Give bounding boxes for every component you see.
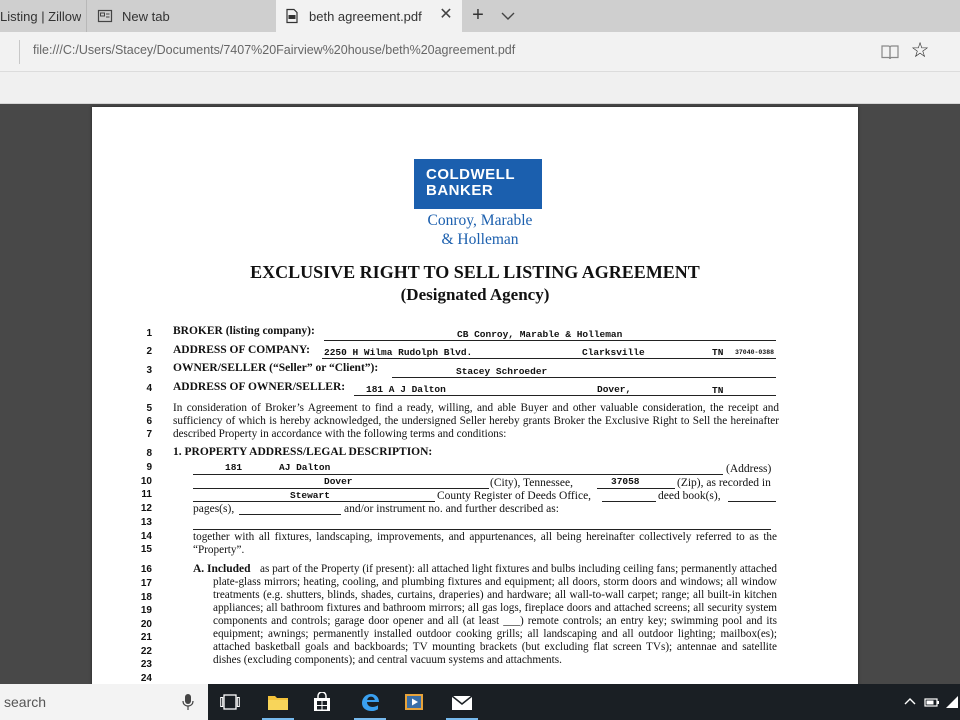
city-line (193, 488, 489, 489)
line-number: 18 (140, 592, 152, 603)
line-number: 20 (140, 619, 152, 630)
mail-icon[interactable] (442, 684, 482, 720)
reading-view-icon[interactable] (880, 43, 900, 61)
company-state: TN (712, 347, 724, 358)
edge-browser-icon[interactable] (350, 684, 390, 720)
property-zip: 37058 (611, 476, 640, 487)
wifi-icon[interactable] (944, 694, 960, 710)
new-tab-button[interactable]: + (472, 4, 484, 26)
tab-pdf-active[interactable] (276, 0, 462, 32)
line-number: 22 (140, 646, 152, 657)
task-view-icon[interactable] (210, 684, 250, 720)
owner-value: Stacey Schroeder (456, 366, 548, 377)
zip-label: (Zip), as recorded in (677, 477, 771, 489)
search-input[interactable]: search (4, 694, 47, 710)
owner-address-value: 181 A J Dalton (366, 384, 446, 395)
new-tab-icon (97, 8, 113, 24)
windows-taskbar (0, 684, 960, 720)
instrument-label: and/or instrument no. and further described as: (344, 503, 559, 515)
property-street: AJ Dalton (279, 462, 331, 473)
tab-label: New tab (122, 8, 170, 24)
battery-icon[interactable] (924, 694, 940, 710)
consideration-paragraph: In consideration of Broker’s Agreement to find a ready, willing, and able Buyer and other valuable consideration, the receipt and sufficiency of which is hereby acknowledged, the undersigned Seller hereby grants Broker the Exclusive Right to Sell the hereinafter described Property in accordance with the following terms and conditions: (173, 402, 779, 440)
line-number: 9 (146, 462, 152, 473)
owner-state: TN (712, 385, 724, 396)
property-number: 181 (225, 462, 243, 473)
owner-city: Dover, (597, 384, 632, 395)
url-field[interactable]: file:///C:/Users/Stacey/Documents/7407%20Fairview%20house/beth%20agreement.pdf (33, 43, 516, 57)
pdf-viewer[interactable] (0, 104, 960, 684)
file-explorer-icon[interactable] (258, 684, 298, 720)
county-line (193, 501, 435, 502)
pages-line (239, 514, 341, 515)
line-number: 14 (140, 531, 152, 542)
line-number: 4 (146, 383, 152, 394)
owner-address-label: ADDRESS OF OWNER/SELLER: (173, 381, 346, 393)
favorite-star-icon[interactable]: ☆ (910, 39, 930, 62)
store-icon[interactable] (302, 684, 342, 720)
company-address-label: ADDRESS OF COMPANY: (173, 344, 310, 356)
taskbar-search[interactable] (0, 684, 208, 720)
tab-label: Listing | Zillow (0, 8, 82, 24)
deed-label: deed book(s), (658, 490, 721, 502)
owner-label: OWNER/SELLER (“Seller” or “Client”): (173, 362, 379, 374)
company-address-value: 2250 H Wilma Rudolph Blvd. (324, 347, 473, 358)
deed-line-end (728, 501, 776, 502)
line-number: 16 (140, 564, 152, 575)
chevron-up-icon[interactable] (904, 694, 916, 710)
line-number: 19 (140, 605, 152, 616)
microphone-icon[interactable] (182, 693, 194, 711)
property-county: Stewart (290, 490, 330, 501)
broker-value: CB Conroy, Marable & Holleman (457, 329, 623, 340)
line-number: 10 (140, 476, 152, 487)
address-separator (19, 40, 20, 64)
media-player-icon[interactable] (394, 684, 434, 720)
together-paragraph: together with all fixtures, landscaping, improvements, and appurtenances, all being hereinafter collectively referred to as the “Property”. (193, 531, 777, 556)
logo-subtitle: Conroy, Marable & Holleman (427, 212, 533, 248)
company-address-line (322, 358, 776, 359)
address-bar (0, 32, 960, 72)
pages-label: pages(s), (193, 503, 235, 515)
broker-line (324, 340, 776, 341)
line-number: 24 (140, 673, 152, 684)
line-number: 21 (140, 632, 152, 643)
address-label: (Address) (726, 463, 772, 475)
tab-bar (0, 0, 960, 32)
line-number: 11 (141, 489, 152, 500)
description-line (193, 529, 771, 530)
tab-label: beth agreement.pdf (309, 8, 422, 24)
property-city: Dover (324, 476, 353, 487)
address-line (193, 474, 723, 475)
close-tab-icon[interactable]: ✕ (439, 6, 453, 23)
deed-book-line (602, 501, 656, 502)
line-number: 6 (146, 416, 152, 427)
pdf-icon (284, 8, 300, 24)
line-number: 8 (146, 448, 152, 459)
document-subtitle: (Designated Agency) (400, 285, 550, 304)
chevron-down-icon[interactable] (499, 7, 517, 25)
county-label: County Register of Deeds Office, (437, 490, 592, 502)
line-number: 23 (140, 659, 152, 670)
line-number: 15 (140, 544, 152, 555)
company-city: Clarksville (582, 347, 645, 358)
section1-heading: 1. PROPERTY ADDRESS/LEGAL DESCRIPTION: (173, 446, 433, 458)
zip-line (597, 488, 675, 489)
coldwell-banker-logo: COLDWELL BANKER (414, 159, 542, 209)
included-label: A. Included (193, 563, 251, 575)
pdf-toolbar (0, 72, 960, 104)
line-number: 2 (146, 346, 152, 357)
company-zip: 37040-0388 (735, 349, 775, 356)
included-paragraph: as part of the Property (if present): all attached light fixtures and bulbs including ceiling fans; permanently attached plate-glass mirrors; heating, cooling, and plumbing fixtures and equipment; all doors, storm doors and windows; all window treatments (e.g. shutters, blinds, shades, curtains, draperies) and hardware; all wall-to-wall carpet; range; all built-in kitchen appliances; all bathroom fixtures and bathroom mirrors; all gas logs, fireplace doors and attached screens; all security system components and controls; garage door opener and all (at least ___) remote controls; an entry key; swimming pool and its equipment; awnings; permanently installed outdoor cooking grills; all landscaping and all outdoor lighting; mailbox(es); attached basketball goals and backboards; TV mounting brackets (but excluding flat screen TVs); antennae and satellite dishes (excluding components); and central vacuum systems and attachments. (213, 563, 777, 666)
pdf-page (92, 107, 858, 707)
tab-new-tab[interactable] (86, 0, 276, 32)
document-title: EXCLUSIVE RIGHT TO SELL LISTING AGREEMENT (250, 262, 700, 282)
line-number: 13 (140, 517, 152, 528)
line-number: 12 (140, 503, 152, 514)
tab-zillow[interactable] (0, 0, 86, 32)
broker-label: BROKER (listing company): (173, 325, 315, 337)
line-number: 5 (146, 403, 152, 414)
owner-line (392, 377, 776, 378)
line-number: 7 (146, 429, 152, 440)
line-number: 3 (146, 365, 152, 376)
line-number: 1 (146, 328, 152, 339)
line-number: 17 (140, 578, 152, 589)
city-label: (City), Tennessee, (490, 477, 573, 489)
